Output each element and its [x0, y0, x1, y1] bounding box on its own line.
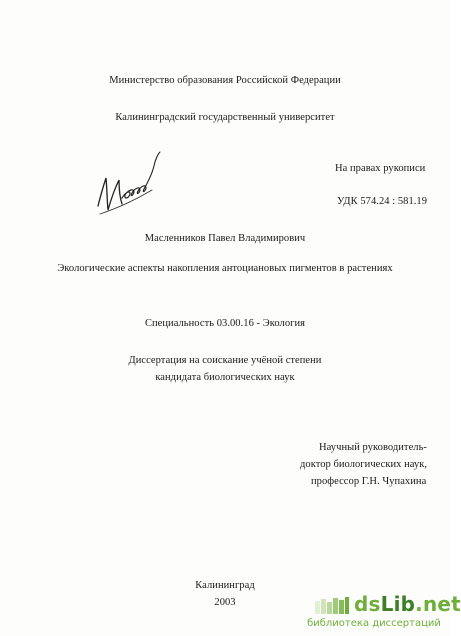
watermark-logo-row: [298, 591, 461, 617]
advisor-line3: профессор Г.Н. Чупахина: [311, 476, 427, 487]
specialty-line: Специальность 03.00.16 - Экология: [144, 318, 306, 329]
year: 2003: [214, 597, 236, 608]
logo-part-lib: Lib: [380, 592, 416, 616]
dslib-watermark: [298, 591, 461, 635]
university-heading: Калининградский государственный университет: [115, 112, 335, 123]
logo-part-ds: ds: [354, 592, 381, 616]
watermark-caption: библиотека диссертаций: [307, 618, 441, 629]
watermark-logo: [354, 591, 461, 617]
books-icon: [314, 597, 350, 615]
dissertation-degree-line2: кандидата биологических наук: [155, 372, 295, 383]
advisor-line2: доктор биологических наук,: [300, 459, 428, 470]
handwritten-signature-icon: [92, 148, 164, 222]
dissertation-title: Экологические аспекты накопления антоцианoвых пигментов в растениях: [57, 263, 393, 274]
advisor-line1: Научный руководитель-: [319, 442, 427, 453]
signature-image: [92, 148, 164, 222]
author-name: Масленников Павел Владимирович: [144, 233, 306, 244]
logo-part-net: .net: [415, 592, 461, 616]
udc-code: УДК 574.24 : 581.19: [337, 196, 428, 207]
city: Калининград: [195, 580, 255, 591]
ministry-heading: Министерство образования Российской Федерации: [109, 75, 341, 86]
manuscript-rights-label: На правах рукописи: [335, 163, 426, 174]
dissertation-degree-line1: Диссертация на соискание учёной степени: [128, 355, 322, 366]
